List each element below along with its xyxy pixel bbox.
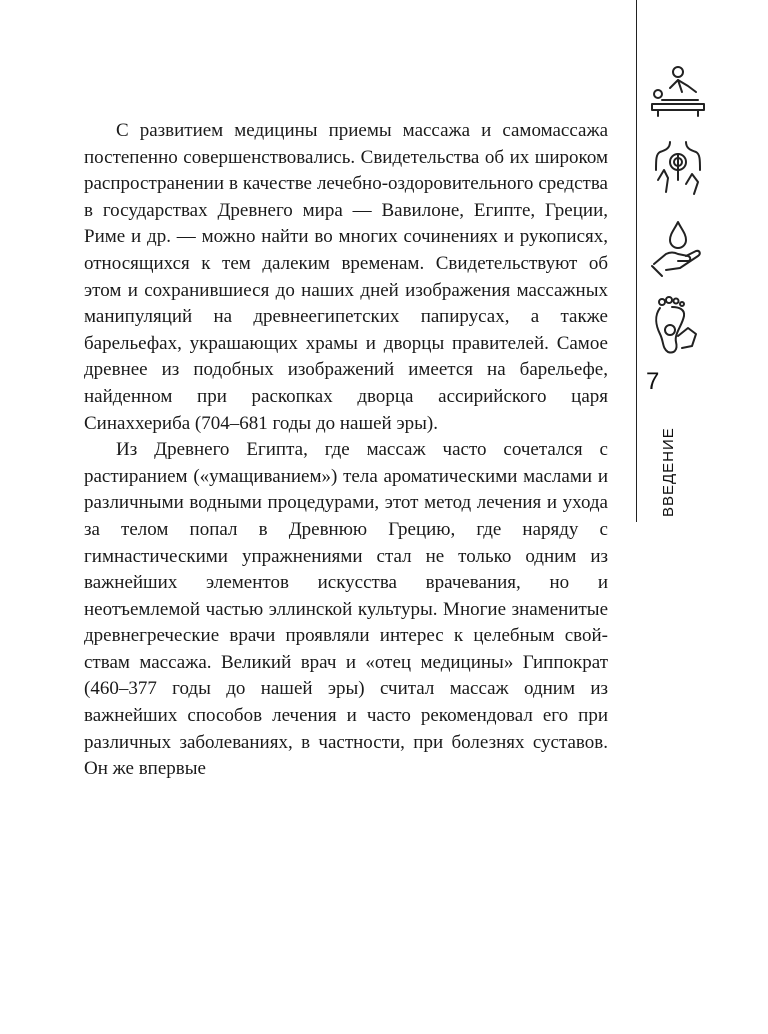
paragraph-2: Из Древнего Египта, где массаж часто сочетался с растиранием («умащиванием») тела ароматическими маслами и различными водными процедурами, этот метод лечения и ухода за телом попал в Древнюю Грецию, где наряду с гимнастическими упражнениями стал не только одним из важнейших элементов искусства врачевания, но и неотъемлемой частью эллинской культуры. Многие знаменитые древнегреческие врачи проявляли интерес к целебным свойствам массажа. Великий врач и «отец медицины» Гиппократ (460–377 годы до нашей эры) считал массаж одним из важнейших способов лечения и часто рекомендовал его при различных заболеваниях, в частности, при болезнях суставов. Он же впервые: [84, 439, 608, 780]
sidebar-icons: [648, 62, 712, 374]
section-title-vertical: ВВЕДЕНИЕ: [660, 427, 677, 517]
foot-massage-icon: [648, 296, 708, 356]
massage-table-icon: [648, 62, 708, 122]
main-text: [84, 118, 608, 783]
back-massage-icon: [648, 140, 708, 200]
margin-divider: [636, 0, 637, 522]
paragraph-1: С развитием медицины приемы массажа и самомассажа постепенно совершенствовались. Свидетельства об их широком распространении в качестве лечебно-оздоровительного средства в государствах Древнего мира — Вавилоне, Египте, Греции, Риме и др. — можно найти во многих сочинениях и рукописях, относящихся к тем далеким временам. Свидетельствуют об этом и сохранившиеся до наших дней изображения массажных манипуляций на древнеегипетских папирусах, а также барельефах, украшающих храмы и дворцы правителей. Самое древнее из подобных изображений имеется на барельефе, найденном при раскопках дворца ассирийского царя Синаххериба (704–681 годы до нашей эры).: [84, 120, 608, 434]
page-number: 7: [646, 368, 660, 395]
oil-drop-hand-icon: [648, 218, 708, 278]
